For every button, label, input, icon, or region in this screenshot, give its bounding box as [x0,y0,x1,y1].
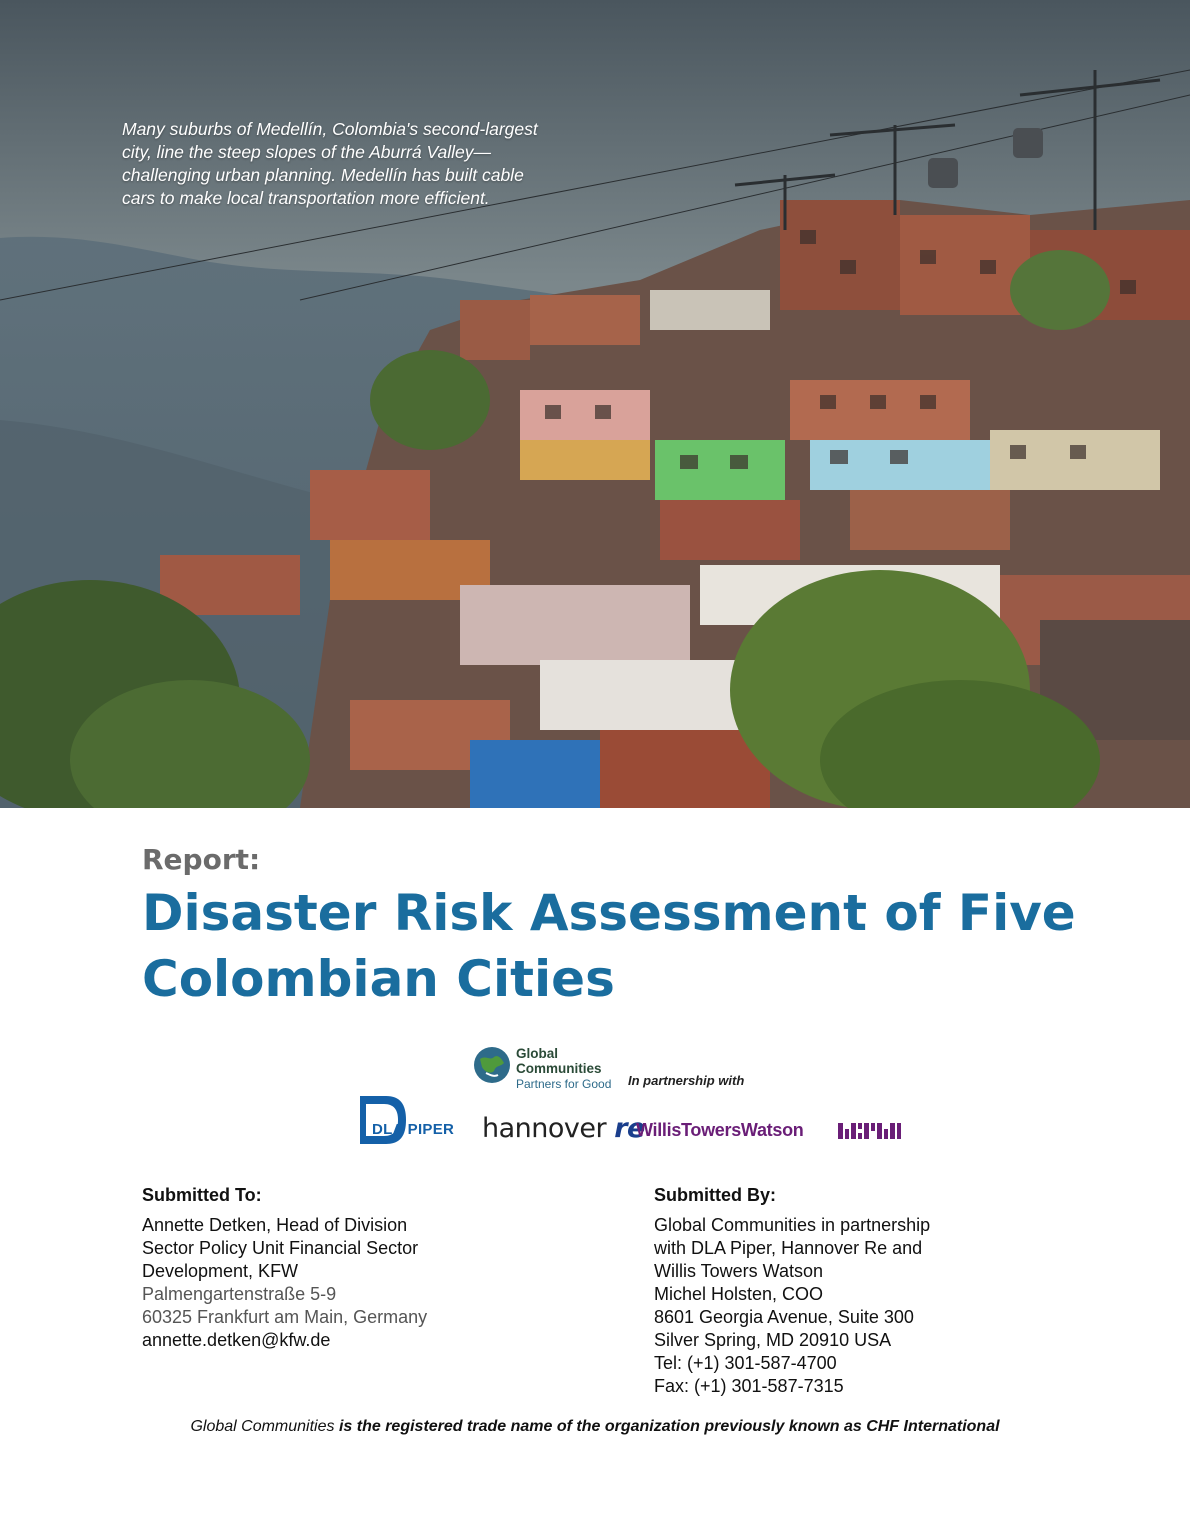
recipient-email: annette.detken@kfw.de [142,1330,331,1350]
footer-org-name: Global Communities [190,1418,335,1435]
hannover-re-logo [482,1113,645,1144]
submitter-fax: Fax: (+1) 301-587-7315 [654,1376,844,1396]
submitted-to-block [142,1184,427,1352]
report-label: Report: [142,843,261,876]
dla-piper-logo-text: DLA PIPER [372,1121,455,1138]
report-title: Disaster Risk Assessment of Five Colombian Cities [142,884,1076,1008]
submitter-line: Global Communities in partnership [654,1215,931,1235]
recipient-address-line: Palmengartenstraße 5-9 [142,1284,337,1304]
hannover-text: hannover [482,1113,607,1144]
submitted-by-heading: Submitted By: [654,1185,777,1205]
submitter-phone: Tel: (+1) 301-587-4700 [654,1353,837,1373]
submitted-to-heading: Submitted To: [142,1185,262,1205]
photo-caption: Many suburbs of Medellín, Colombia's second-largest city, line the steep slopes of the Aburrá Valley—challenging urban planning. Medellín has built cable cars to make local transportation more efficient. [122,119,538,208]
cable-car-cabin [928,158,958,188]
recipient-line: Annette Detken, Head of Division [142,1215,408,1235]
recipient-address-line: 60325 Frankfurt am Main, Germany [142,1307,428,1327]
global-communities-name [516,1046,602,1076]
wtw-bar-mark [838,1123,906,1139]
dla-piper-mark [356,1094,460,1146]
recipient-line: Development, KFW [142,1261,299,1281]
footer-note-text: is the registered trade name of the organization previously known as CHF International [334,1418,1000,1435]
submitter-line: Silver Spring, MD 20910 USA [654,1330,892,1350]
submitter-line: 8601 Georgia Avenue, Suite 300 [654,1307,914,1327]
footer-note [0,1418,1190,1436]
gc-name-line2: Communities [516,1061,602,1076]
partnership-text: In partnership with [628,1073,745,1088]
hannover-re-text: re [614,1113,645,1144]
cable-car-cabin [1013,128,1043,158]
gc-name-line1: Global [516,1046,559,1061]
globe-icon [472,1045,512,1085]
recipient-line: Sector Policy Unit Financial Sector [142,1238,419,1258]
global-communities-tagline: Partners for Good [516,1077,612,1091]
submitter-line: Willis Towers Watson [654,1261,824,1281]
submitted-by-block [654,1184,930,1398]
partner-logos [0,1040,1190,1155]
submitter-line: Michel Holsten, COO [654,1284,824,1304]
submitter-line: with DLA Piper, Hannover Re and [654,1238,923,1258]
willis-towers-watson-logo: WillisTowersWatson [636,1120,804,1140]
